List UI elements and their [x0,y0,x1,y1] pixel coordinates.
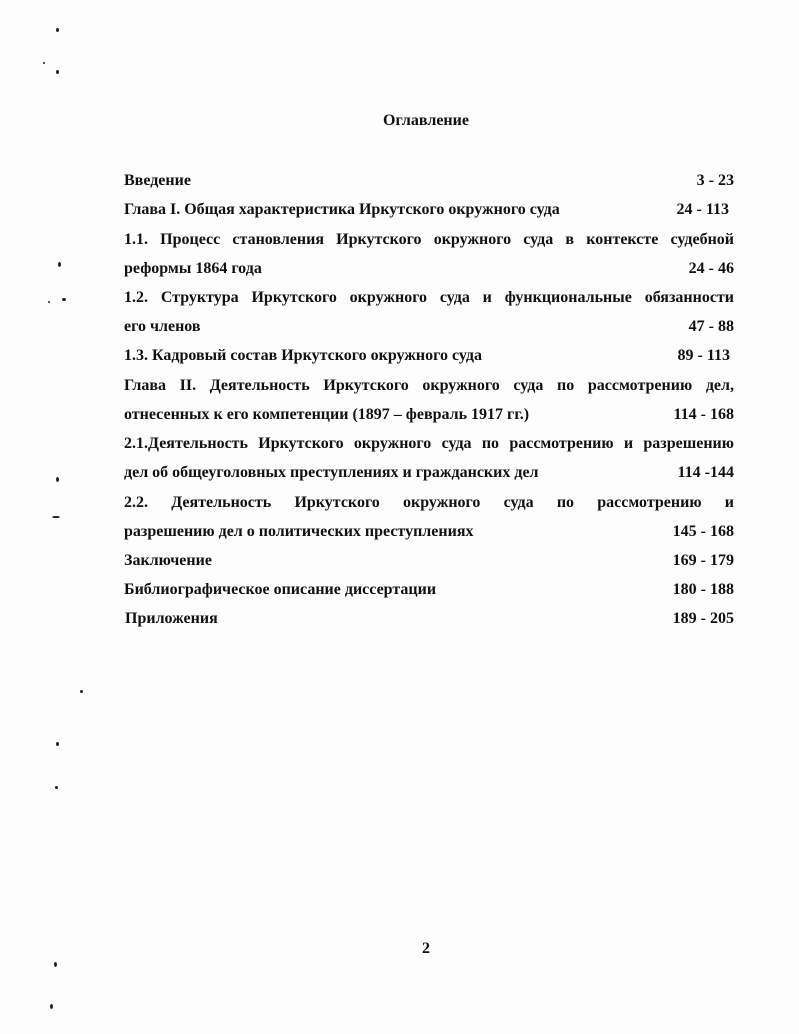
page-number: 2 [422,940,430,957]
toc-entry-text: отнесенных к его компетенции (1897 – февраль 1917 гг.) [124,406,530,423]
toc-entry-text: 1.2. Структура Иркутского окружного суда и функциональные обязанности [124,289,734,306]
toc-entry-text: дел об общеуголовных преступлениях и гражданских дел [124,464,539,481]
toc-entry-text: 2.2. Деятельность Иркутского окружного суда по рассмотрению и [124,494,734,511]
scan-speck [56,28,59,32]
scan-speck [48,301,50,303]
toc-entry-text: Библиографическое описание диссертации [124,581,437,598]
toc-entry-section-1-2-line-1 [124,287,734,309]
toc-entry-text: Приложения [125,610,218,627]
toc-entry-pages: 47 - 88 [688,318,734,335]
toc-entry-pages: 145 - 168 [672,523,734,540]
scan-speck [52,516,60,518]
toc-entry-bibliography [124,579,734,601]
toc-entry-text: Заключение [124,552,212,569]
toc-entry-section-2-2-line-2 [124,521,734,543]
scan-speck [56,477,59,482]
toc-entry-pages: 180 - 188 [672,581,734,598]
toc-entry-appendices [125,608,734,630]
scan-speck [56,70,59,74]
toc-entry-text: Глава II. Деятельность Иркутского окружного суда по рассмотрению дел, [124,377,734,394]
toc-entry-section-1-1-line-1 [124,229,734,251]
toc-entry-pages: 3 - 23 [696,172,734,189]
toc-entry-chapter-2-line-2 [124,404,734,426]
toc-entry-text: 2.1.Деятельность Иркутского окружного суда по рассмотрению и разрешению [124,435,734,452]
toc-entry-pages: 24 - 46 [688,260,734,277]
toc-entry-text: Введение [124,172,191,189]
toc-entry-pages: 189 - 205 [672,610,734,627]
toc-entry-text: реформы 1864 года [124,260,262,277]
scan-speck [43,62,45,64]
page-title: Оглавление [383,112,469,129]
scan-speck [62,298,66,301]
toc-entry-chapter-2-line-1 [124,375,734,397]
toc-entry-pages: 114 -144 [677,464,734,481]
toc-entry-section-1-3 [124,345,730,367]
toc-entry-chapter-1 [124,199,729,221]
toc-entry-pages: 24 - 113 [676,201,729,218]
scan-speck [56,742,59,746]
toc-entry-section-1-2-line-2 [124,316,734,338]
scan-speck [80,690,83,693]
toc-entry-conclusion [124,550,734,572]
toc-entry-section-2-1-line-2 [124,462,734,484]
scan-speck [58,262,61,267]
toc-entry-text: Глава I. Общая характеристика Иркутского окружного суда [124,201,560,218]
toc-entry-pages: 169 - 179 [672,552,734,569]
toc-entry-pages: 114 - 168 [673,406,734,423]
toc-entry-section-1-1-line-2 [124,258,734,280]
toc-entry-section-2-2-line-1 [124,492,734,514]
toc-entry-section-2-1-line-1 [124,433,734,455]
scan-speck [50,1004,53,1009]
toc-entry-text: его членов [124,318,201,335]
toc-entry-introduction [124,170,734,192]
toc-entry-text: разрешению дел о политических преступлениях [124,523,474,540]
toc-entry-text: 1.3. Кадровый состав Иркутского окружного суда [124,347,482,364]
toc-entry-pages: 89 - 113 [677,347,730,364]
scan-speck [55,786,58,789]
toc-entry-text: 1.1. Процесс становления Иркутского окружного суда в контексте судебной [124,231,734,248]
scan-speck [54,962,57,967]
